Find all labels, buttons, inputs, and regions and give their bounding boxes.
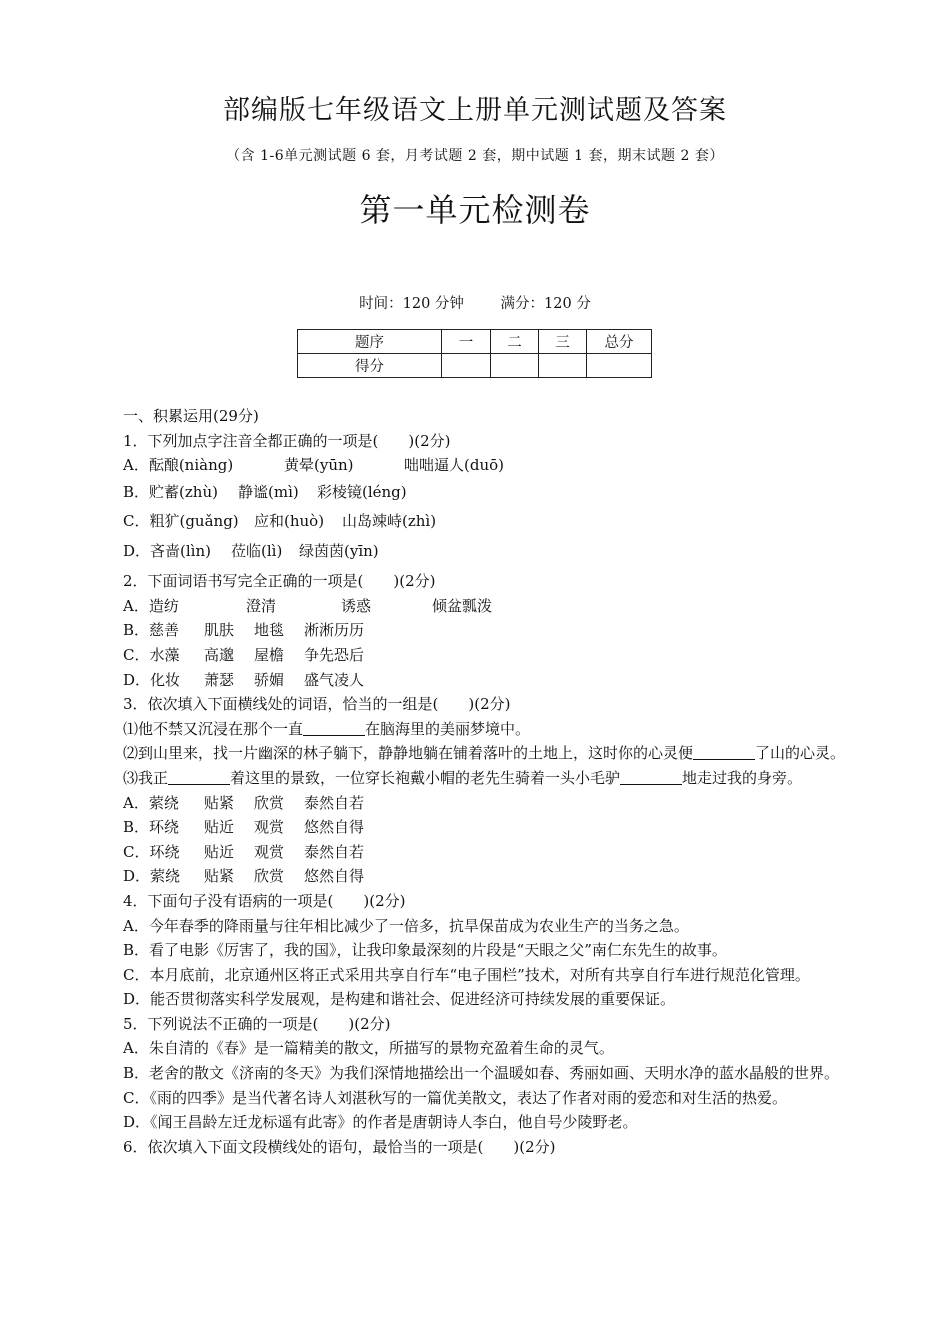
question-5-option-a: A．朱自清的《春》是一篇精美的散文，所描写的景物充盈着生命的灵气。: [123, 1039, 614, 1058]
score-table-header: 二: [491, 330, 539, 354]
sentence-text: ⑵到山里来，找一片幽深的林子躺下，静静地躺在铺着落叶的土地上，这时你的心灵便: [123, 744, 694, 763]
question-4-stem: 4．下面句子没有语病的一项是( )(2分): [123, 891, 406, 910]
question-5-option-c: C．《雨的四季》是当代著名诗人刘湛秋写的一篇优美散文，表达了作者对雨的爱恋和对生活的热爱。: [123, 1088, 787, 1107]
question-3-sentence-1: [92, 717, 868, 742]
option-word: 高邈: [204, 645, 235, 664]
sentence-text: ⑶我正: [123, 768, 169, 787]
question-1-option-a: [92, 453, 868, 480]
sentence-text: 地走过我的身旁。: [682, 768, 803, 787]
option-word: 彩棱镜(léng): [317, 483, 407, 502]
score-table-score-row: [298, 354, 652, 378]
question-2-option-d: [92, 668, 868, 693]
option-word: 悠然自得: [304, 867, 365, 886]
question-3-option-d: [92, 864, 868, 889]
option-word: 山岛竦峙(zhì): [342, 512, 437, 531]
option-word: 盛气凌人: [304, 670, 365, 689]
question-6-stem: 6．依次填入下面文段横线处的语句，最恰当的一项是( )(2分): [123, 1137, 556, 1156]
option-word: 澄清: [246, 596, 277, 615]
question-4-option-d: D．能否贯彻落实科学发展观，是构建和谐社会、促进经济可持续发展的重要保证。: [123, 990, 676, 1009]
sentence-text: ⑴他不禁又沉浸在那个一直: [123, 719, 304, 738]
question-4-option-a: A．今年春季的降雨量与往年相比减少了一倍多，抗旱保苗成为农业生产的当务之急。: [123, 916, 689, 935]
option-word: 倾盆瓢泼: [432, 596, 493, 615]
option-word: B．环绕: [123, 818, 180, 837]
option-word: 观赏: [254, 818, 285, 837]
option-word: 泰然自若: [304, 842, 365, 861]
exam-info: [0, 292, 950, 313]
option-word: 骄媚: [254, 670, 285, 689]
option-word: 应和(huò): [254, 512, 325, 531]
score-table-header-row: [298, 330, 652, 354]
question-3-option-c: [92, 840, 868, 865]
question-5-stem: 5．下列说法不正确的一项是( )(2分): [123, 1014, 391, 1033]
option-word: 贴紧: [204, 867, 235, 886]
fill-blank[interactable]: [620, 770, 682, 785]
option-word: 贴近: [204, 818, 235, 837]
option-word: 静谧(mì): [238, 483, 299, 502]
section-heading: 一、积累运用(29分): [123, 407, 259, 425]
score-cell[interactable]: [442, 354, 491, 378]
question-5-option-d: D．《闻王昌龄左迁龙标遥有此寄》的作者是唐朝诗人李白，他自号少陵野老。: [123, 1113, 638, 1132]
question-2-option-b: [92, 618, 868, 643]
option-word: B．慈善: [123, 621, 180, 640]
document-title: 部编版七年级语文上册单元测试题及答案: [223, 95, 727, 126]
option-word: 欣赏: [254, 867, 285, 886]
sentence-text: 着这里的景致，一位穿长袍戴小帽的老先生骑着一头小毛驴: [230, 768, 621, 787]
question-1-option-b: [92, 480, 868, 509]
option-word: 悠然自得: [304, 818, 365, 837]
option-word: C．环绕: [123, 842, 180, 861]
option-word: 屋檐: [254, 645, 285, 664]
score-table-header: 三: [539, 330, 587, 354]
option-word: 观赏: [254, 842, 285, 861]
option-word: 绿茵茵(yīn): [299, 542, 379, 561]
option-word: 肌肤: [204, 621, 235, 640]
option-word: D．化妆: [123, 670, 181, 689]
question-5-option-b: B．老舍的散文《济南的冬天》为我们深情地描绘出一个温暖如春、秀丽如画、天明水净的蓝水晶般的世界。: [123, 1064, 840, 1083]
option-word: D．萦绕: [123, 867, 181, 886]
score-cell[interactable]: [539, 354, 587, 378]
exam-full-score: 满分：120 分: [500, 296, 591, 312]
question-1-option-d: [92, 539, 868, 569]
fill-blank[interactable]: [168, 770, 230, 785]
sentence-text: 了山的心灵。: [755, 744, 846, 763]
score-table-header: 一: [442, 330, 491, 354]
option-word: 争先恐后: [304, 645, 365, 664]
question-3-stem: 3．依次填入下面横线处的词语，恰当的一组是( )(2分): [123, 695, 511, 714]
option-word: C．水藻: [123, 645, 180, 664]
option-word: A．造纺: [123, 596, 179, 615]
option-word: D．吝啬(lìn): [123, 542, 211, 561]
question-4-option-c: C．本月底前，北京通州区将正式采用共享自行车“电子围栏”技术，对所有共享自行车进行规范化管理。: [123, 965, 810, 984]
option-word: A．萦绕: [123, 793, 179, 812]
score-table-header: 总分: [587, 330, 652, 354]
option-word: 泰然自若: [304, 793, 365, 812]
option-word: B．贮蓄(zhù): [123, 483, 218, 502]
option-word: A．酝酿(niàng): [123, 456, 234, 475]
question-2-option-c: [92, 643, 868, 668]
question-3-sentence-3: [92, 766, 868, 791]
question-2-stem: 2．下面词语书写完全正确的一项是( )(2分): [123, 572, 436, 591]
question-3-option-b: [92, 815, 868, 840]
exam-body: [92, 404, 868, 1159]
option-word: 莅临(lì): [231, 542, 283, 561]
score-table: [297, 329, 652, 378]
question-3-option-a: [92, 791, 868, 816]
fill-blank[interactable]: [693, 745, 755, 760]
score-cell[interactable]: [491, 354, 539, 378]
document-subtitle: （含 1-6单元测试题 6 套，月考试题 2 套，期中试题 1 套，期末试题 2 套）: [226, 148, 724, 164]
exam-time: 时间：120 分钟: [359, 296, 464, 312]
option-word: 萧瑟: [204, 670, 235, 689]
score-row-label: 得分: [298, 354, 442, 378]
option-word: 诱惑: [341, 596, 372, 615]
option-word: 贴紧: [204, 793, 235, 812]
question-1-stem: 1．下列加点字注音全都正确的一项是( )(2分): [123, 431, 451, 450]
unit-title: 第一单元检测卷: [359, 191, 591, 229]
option-word: 地毯: [254, 621, 285, 640]
question-4-option-b: B．看了电影《厉害了，我的国》，让我印象最深刻的片段是“天眼之父”南仁东先生的故事。: [123, 941, 727, 960]
option-word: 黄晕(yūn): [284, 456, 354, 475]
option-word: 欣赏: [254, 793, 285, 812]
score-table-header: 题序: [298, 330, 442, 354]
fill-blank[interactable]: [303, 721, 365, 736]
score-cell[interactable]: [587, 354, 652, 378]
question-2-option-a: [92, 594, 868, 619]
option-word: 淅淅历历: [304, 621, 365, 640]
question-3-sentence-2: [92, 741, 868, 766]
option-word: 咄咄逼人(duō): [404, 456, 504, 475]
question-1-option-c: [92, 509, 868, 539]
sentence-text: 在脑海里的美丽梦境中。: [365, 719, 531, 738]
option-word: C．粗犷(guǎng): [123, 512, 239, 531]
option-word: 贴近: [204, 842, 235, 861]
